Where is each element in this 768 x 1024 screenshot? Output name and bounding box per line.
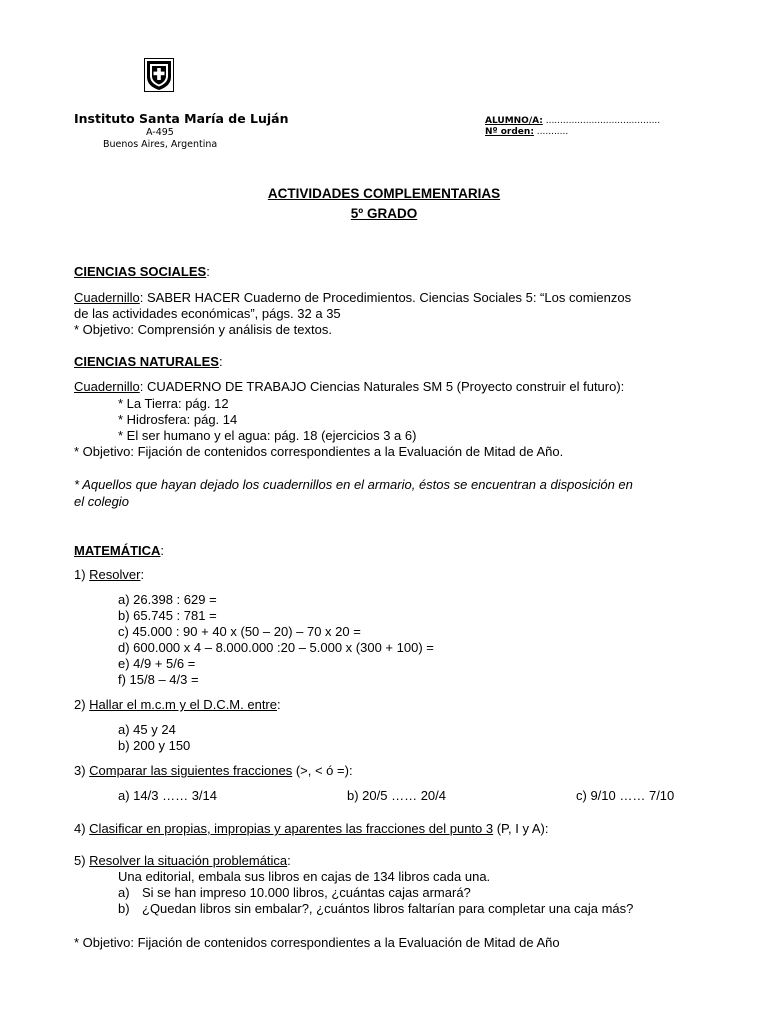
q1-item: d) 600.000 x 4 – 8.000.000 :20 – 5.000 x (300 + 100) = <box>118 640 434 655</box>
shield-cross-icon <box>144 58 174 92</box>
q1-item: c) 45.000 : 90 + 40 x (50 – 20) – 70 x 20 = <box>118 624 361 639</box>
q1-item: f) 15/8 – 4/3 = <box>118 672 199 687</box>
q1-item: a) 26.398 : 629 = <box>118 592 217 607</box>
note-line1: * Aquellos que hayan dejado los cuadernillos en el armario, éstos se encuentran a disposición en <box>74 477 633 492</box>
matematica-heading: MATEMÁTICA: <box>74 543 165 558</box>
question-4: 4) Clasificar en propias, impropias y aparentes las fracciones del punto 3 (P, I y A): <box>74 821 549 836</box>
q1-item: b) 65.745 : 781 = <box>118 608 217 623</box>
school-name: Instituto Santa María de Luján <box>74 111 289 126</box>
question-2: 2) Hallar el m.c.m y el D.C.M. entre: <box>74 697 281 712</box>
q5-item-text: ¿Quedan libros sin embalar?, ¿cuántos libros faltarían para completar una caja más? <box>142 901 634 916</box>
q5-item: a) <box>118 885 130 900</box>
naturales-objective: * Objetivo: Fijación de contenidos correspondientes a la Evaluación de Mitad de Año. <box>74 444 564 459</box>
document-subtitle: 5º GRADO <box>350 206 418 221</box>
question-1: 1) Resolver: <box>74 567 145 582</box>
sociales-text-line1: Cuadernillo: SABER HACER Cuaderno de Procedimientos. Ciencias Sociales 5: “Los comienzos <box>74 290 632 305</box>
student-name-field <box>485 116 660 126</box>
q2-item: b) 200 y 150 <box>118 738 191 753</box>
order-number-field <box>485 127 568 137</box>
sociales-cuadernillo-label: Cuadernillo <box>74 290 140 305</box>
school-code: A-495 <box>146 127 174 138</box>
order-dots: ........... <box>533 127 569 137</box>
q1-item: e) 4/9 + 5/6 = <box>118 656 196 671</box>
q3-item: c) 9/10 …… 7/10 <box>576 788 675 803</box>
sociales-heading: CIENCIAS SOCIALES: <box>74 264 210 279</box>
note-line2: el colegio <box>74 494 129 509</box>
student-label: ALUMNO/A: <box>485 116 543 126</box>
naturales-cuadernillo-label: Cuadernillo <box>74 379 140 394</box>
student-dots: ........................................ <box>542 116 661 126</box>
sociales-text-line2: de las actividades económicas”, págs. 32 a 35 <box>74 306 341 321</box>
q2-item: a) 45 y 24 <box>118 722 176 737</box>
q5-item-text: Si se han impreso 10.000 libros, ¿cuántas cajas armará? <box>142 885 471 900</box>
q3-item: b) 20/5 …… 20/4 <box>347 788 446 803</box>
q3-item: a) 14/3 …… 3/14 <box>118 788 217 803</box>
naturales-item: * El ser humano y el agua: pág. 18 (ejercicios 3 a 6) <box>118 428 417 443</box>
sociales-objective: * Objetivo: Comprensión y análisis de textos. <box>74 322 332 337</box>
document-title: ACTIVIDADES COMPLEMENTARIAS <box>267 186 501 201</box>
q5-statement: Una editorial, embala sus libros en cajas de 134 libros cada una. <box>118 869 491 884</box>
q5-item: b) <box>118 901 130 916</box>
naturales-item: * La Tierra: pág. 12 <box>118 396 229 411</box>
school-city: Buenos Aires, Argentina <box>103 139 218 150</box>
naturales-text-line1: Cuadernillo: CUADERNO DE TRABAJO Ciencias Naturales SM 5 (Proyecto construir el futuro): <box>74 379 625 394</box>
naturales-item: * Hidrosfera: pág. 14 <box>118 412 238 427</box>
question-3: 3) Comparar las siguientes fracciones (>, < ó =): <box>74 763 353 778</box>
question-5: 5) Resolver la situación problemática: <box>74 853 291 868</box>
matematica-objective: * Objetivo: Fijación de contenidos correspondientes a la Evaluación de Mitad de Año <box>74 935 560 950</box>
naturales-heading: CIENCIAS NATURALES: <box>74 354 223 369</box>
order-label: Nº orden: <box>485 127 534 137</box>
